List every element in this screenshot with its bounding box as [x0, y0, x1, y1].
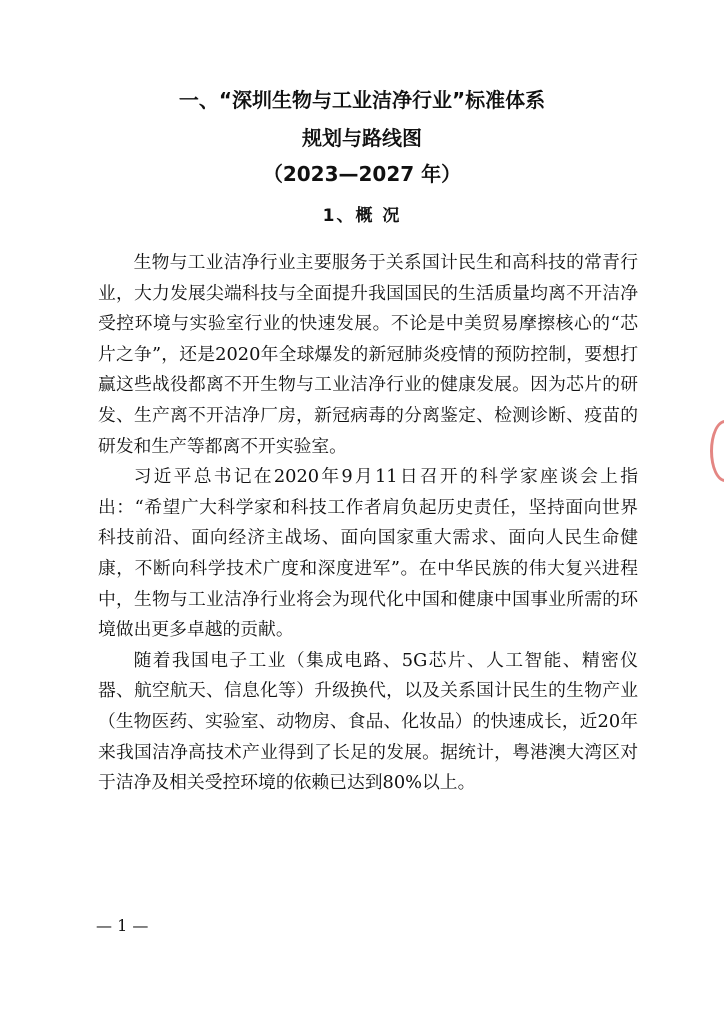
- page-number: — 1 —: [96, 916, 149, 935]
- document-title-years: （2023—2027 年）: [262, 162, 462, 186]
- section-heading: 1、概 况: [322, 206, 402, 226]
- paragraph-industry: 随着我国电子工业（集成电路、5G芯片、人工智能、精密仪器、航空航天、信息化等）升级换代，以及关系国计民生的生物产业（生物医药、实验室、动物房、食品、化妆品）的快速成长，近20年来我国洁净高技术产业得到了长足的发展。据统计，粤港澳大湾区对于洁净及相关受控环境的依赖已达到80%以上。: [98, 649, 638, 794]
- document-title-line-1: 一、“深圳生物与工业洁净行业”标准体系: [178, 88, 546, 112]
- paragraph-quote: 习近平总书记在2020年9月11日召开的科学家座谈会上指出：“希望广大科学家和科技工作者肩负起历史责任，坚持面向世界科技前沿、面向经济主战场、面向国家重大需求、面向人民生命健康，不断向科学技术广度和深度进军”。在中华民族的伟大复兴进程中，生物与工业洁净行业将会为现代化中国和健康中国事业所需的环境做出更多卓越的贡献。: [98, 466, 638, 641]
- paragraph-overview: 生物与工业洁净行业主要服务于关系国计民生和高科技的常青行业，大力发展尖端科技与全面提升我国国民的生活质量均离不开洁净受控环境与实验室行业的快速发展。不论是中美贸易摩擦核心的“芯片之争”，还是2020年全球爆发的新冠肺炎疫情的预防控制，要想打赢这些战役都离不开生物与工业洁净行业的健康发展。因为芯片的研发、生产离不开洁净厂房，新冠病毒的分离鉴定、检测诊断、疫苗的研发和生产等都离不开实验室。: [98, 252, 638, 457]
- document-body: [98, 248, 638, 799]
- document-title-line-2: 规划与路线图: [302, 126, 422, 150]
- seal-stamp-edge: [710, 420, 724, 482]
